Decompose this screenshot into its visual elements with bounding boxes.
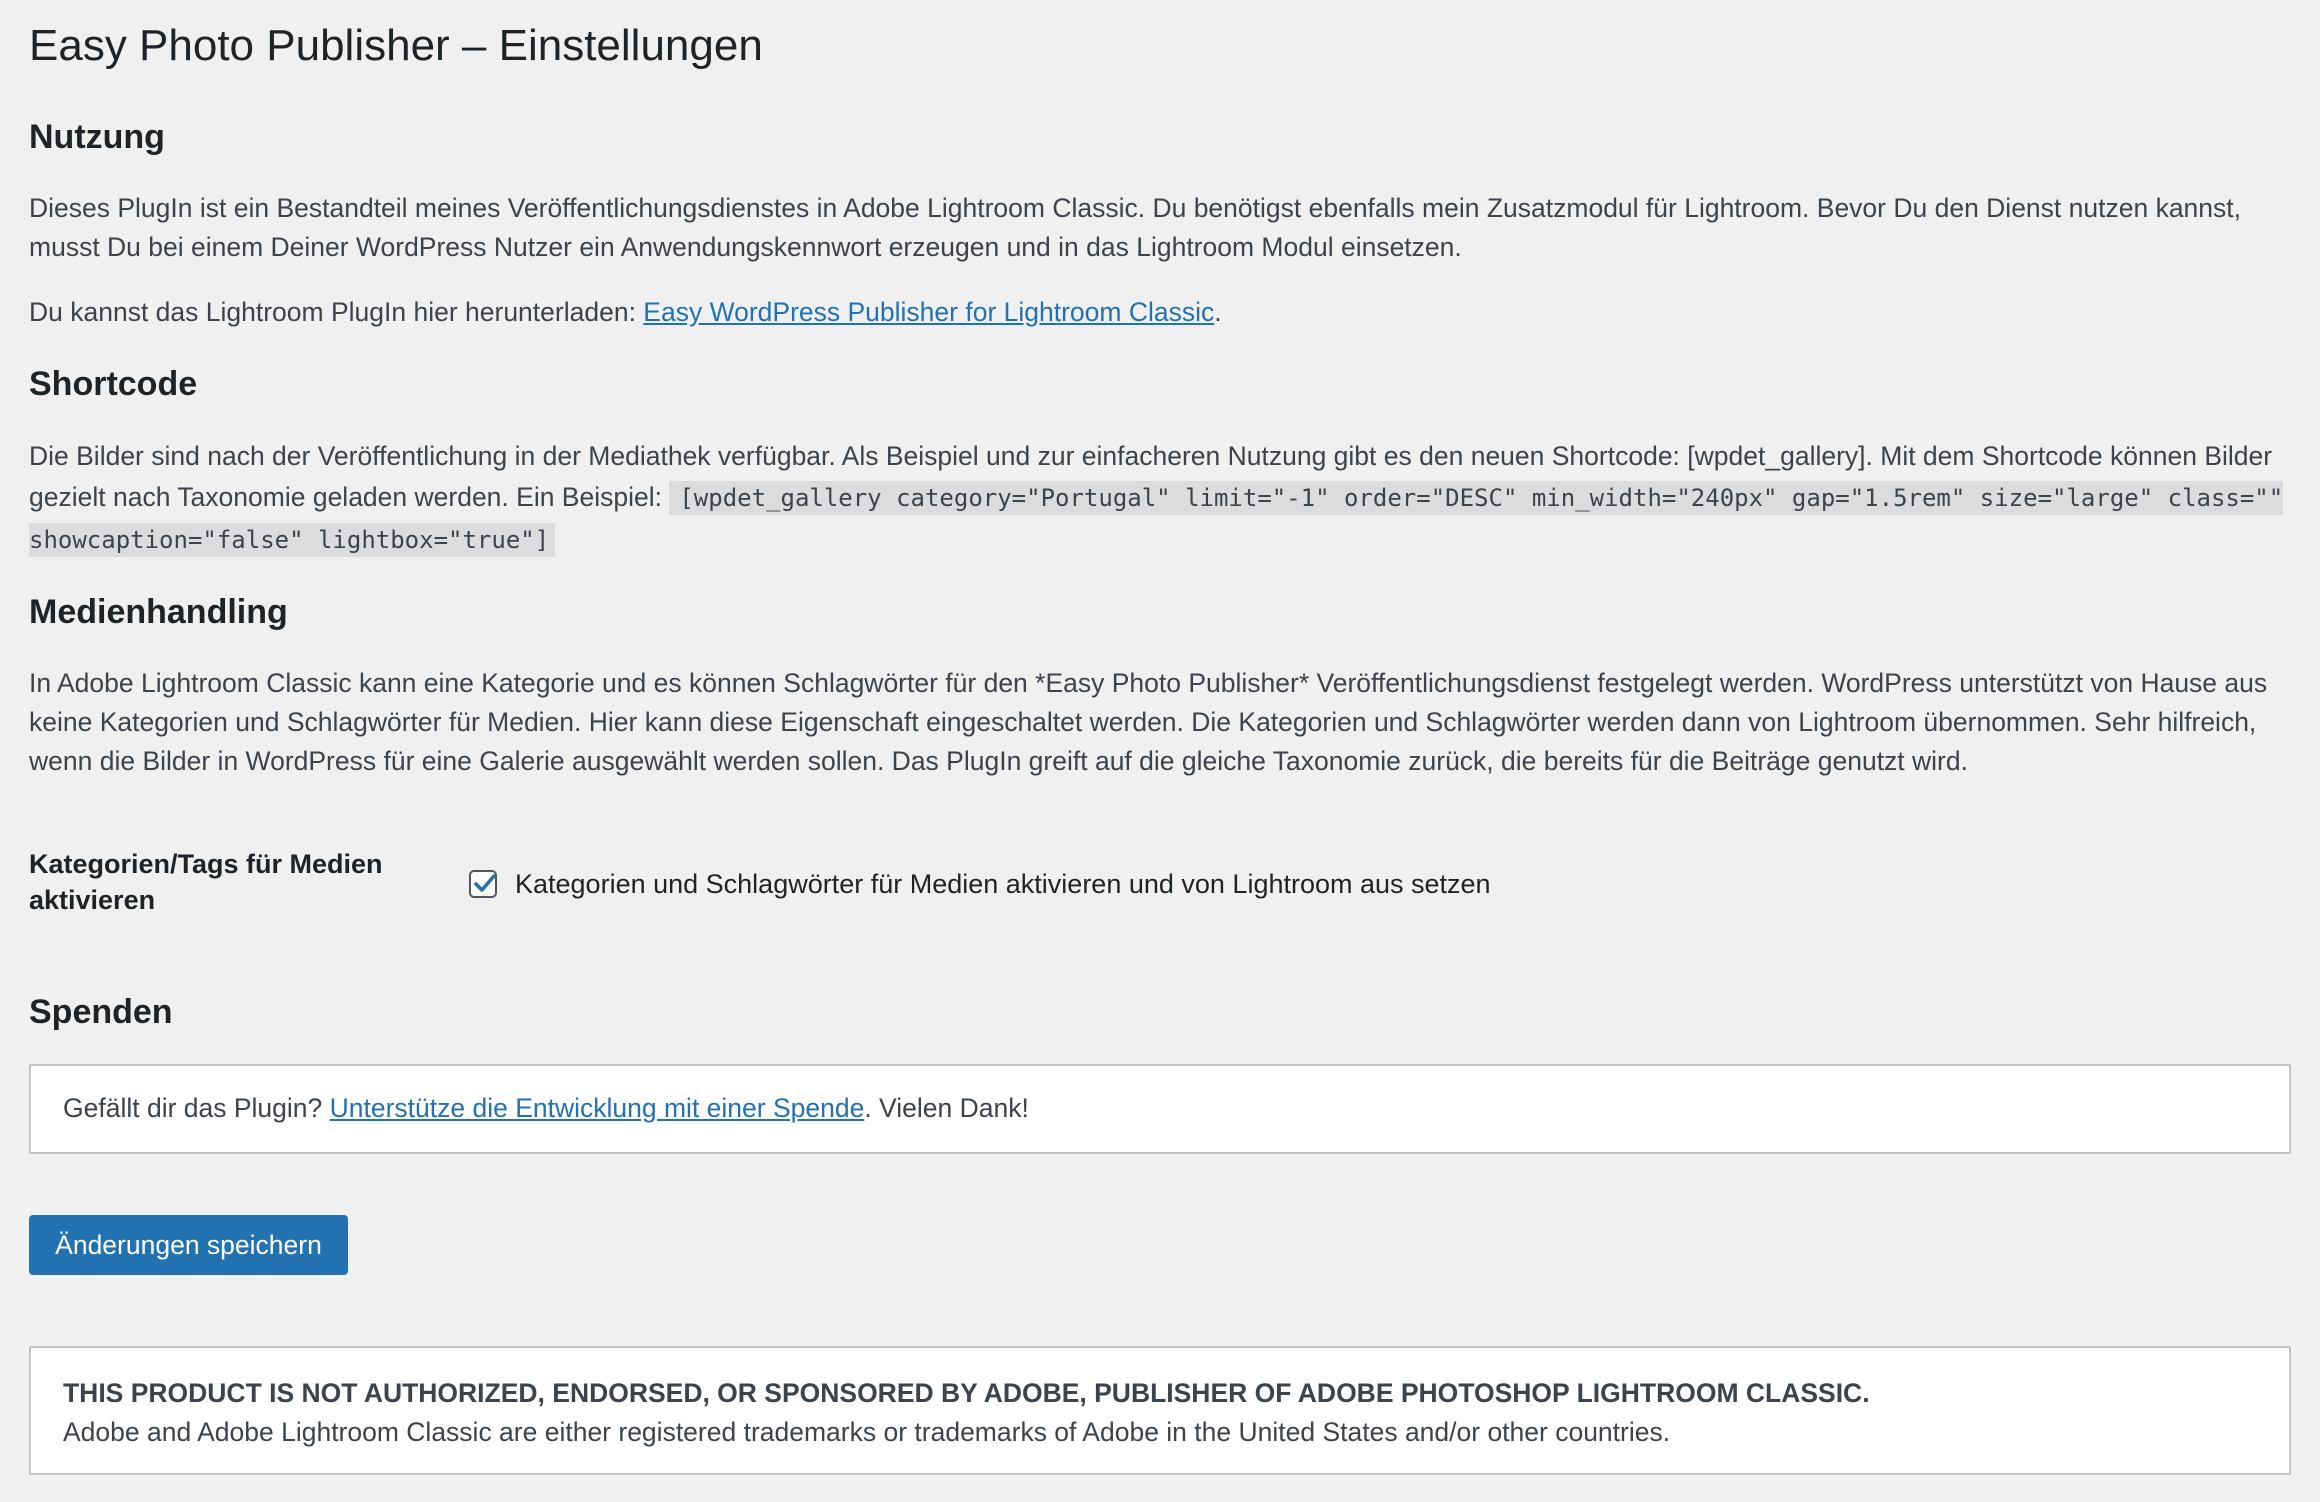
shortcode-example: [wpdet_gallery category="Portugal" limit="-1" order="DESC" min_width="240px" gap="1.5rem" size="large" class="" showcaption="false" lightbox="true"]: [29, 481, 2283, 557]
download-prefix: Du kannst das Lightroom PlugIn hier herunterladen:: [29, 297, 644, 327]
shortcode-text: Die Bilder sind nach der Veröffentlichung in der Mediathek verfügbar. Als Beispiel und zur einfacheren Nutzung gibt es den neuen Shortcode: [wpdet_gallery]. Mit dem Shortcode können Bilder gezielt nach Taxonomie geladen werden. Ein Beispiel:: [29, 441, 2273, 512]
donation-prefix: Gefällt dir das Plugin?: [63, 1093, 330, 1123]
donation-suffix: . Vielen Dank!: [864, 1093, 1029, 1123]
download-paragraph: [29, 293, 2291, 332]
page-title: Easy Photo Publisher – Einstellungen: [29, 21, 763, 70]
trademark-disclaimer: [29, 1346, 2291, 1475]
download-suffix: .: [1214, 297, 1222, 327]
media-taxonomy-option-row: [29, 844, 2291, 924]
save-changes-button[interactable]: Änderungen speichern: [29, 1215, 348, 1275]
disclaimer-text: Adobe and Adobe Lightroom Classic are either registered trademarks or trademarks of Adobe in the United States and/or other countries.: [63, 1417, 1671, 1447]
usage-heading: Nutzung: [29, 118, 165, 156]
media-taxonomy-checkbox-text: Kategorien und Schlagwörter für Medien aktivieren und von Lightroom aus setzen: [515, 869, 1491, 899]
download-link[interactable]: Easy WordPress Publisher for Lightroom Classic: [643, 297, 1215, 327]
shortcode-description: [29, 436, 2291, 561]
media-heading: Medienhandling: [29, 593, 288, 631]
donate-heading: Spenden: [29, 993, 173, 1031]
usage-description: Dieses PlugIn ist ein Bestandteil meines Veröffentlichungsdienstes in Adobe Lightroom Classic. Du benötigst ebenfalls mein Zusatzmodul für Lightroom. Bevor Du den Dienst nutzen kannst, musst Du bei einem Deiner WordPress Nutzer ein Anwendungskennwort erzeugen und in das Lightroom Modul einsetzen.: [29, 193, 2242, 262]
donation-notice: [29, 1064, 2291, 1154]
media-taxonomy-option-label: Kategorien/Tags für Medien aktivieren: [29, 849, 383, 915]
media-description: In Adobe Lightroom Classic kann eine Kategorie und es können Schlagwörter für den *Easy Photo Publisher* Veröffentlichungsdienst festgelegt werden. WordPress unterstützt von Hause aus keine Kategorien und Schlagwörter für Medien. Hier kann diese Eigenschaft eingeschaltet werden. Die Kategorien und Schlagwörter werden dann von Lightroom übernommen. Sehr hilfreich, wenn die Bilder in WordPress für eine Galerie ausgewählt werden sollen. Das PlugIn greift auf die gleiche Taxonomie zurück, die bereits für die Beiträge genutzt wird.: [29, 668, 2268, 776]
shortcode-heading: Shortcode: [29, 365, 198, 403]
disclaimer-strong-text: THIS PRODUCT IS NOT AUTHORIZED, ENDORSED, OR SPONSORED BY ADOBE, PUBLISHER OF ADOBE PHOTOSHOP LIGHTROOM CLASSIC.: [63, 1378, 1870, 1408]
donation-link[interactable]: Unterstütze die Entwicklung mit einer Spende: [329, 1093, 865, 1123]
media-taxonomy-checkbox-label[interactable]: [469, 864, 1491, 904]
checkmark-icon: [469, 868, 501, 900]
media-taxonomy-checkbox[interactable]: [469, 870, 497, 898]
